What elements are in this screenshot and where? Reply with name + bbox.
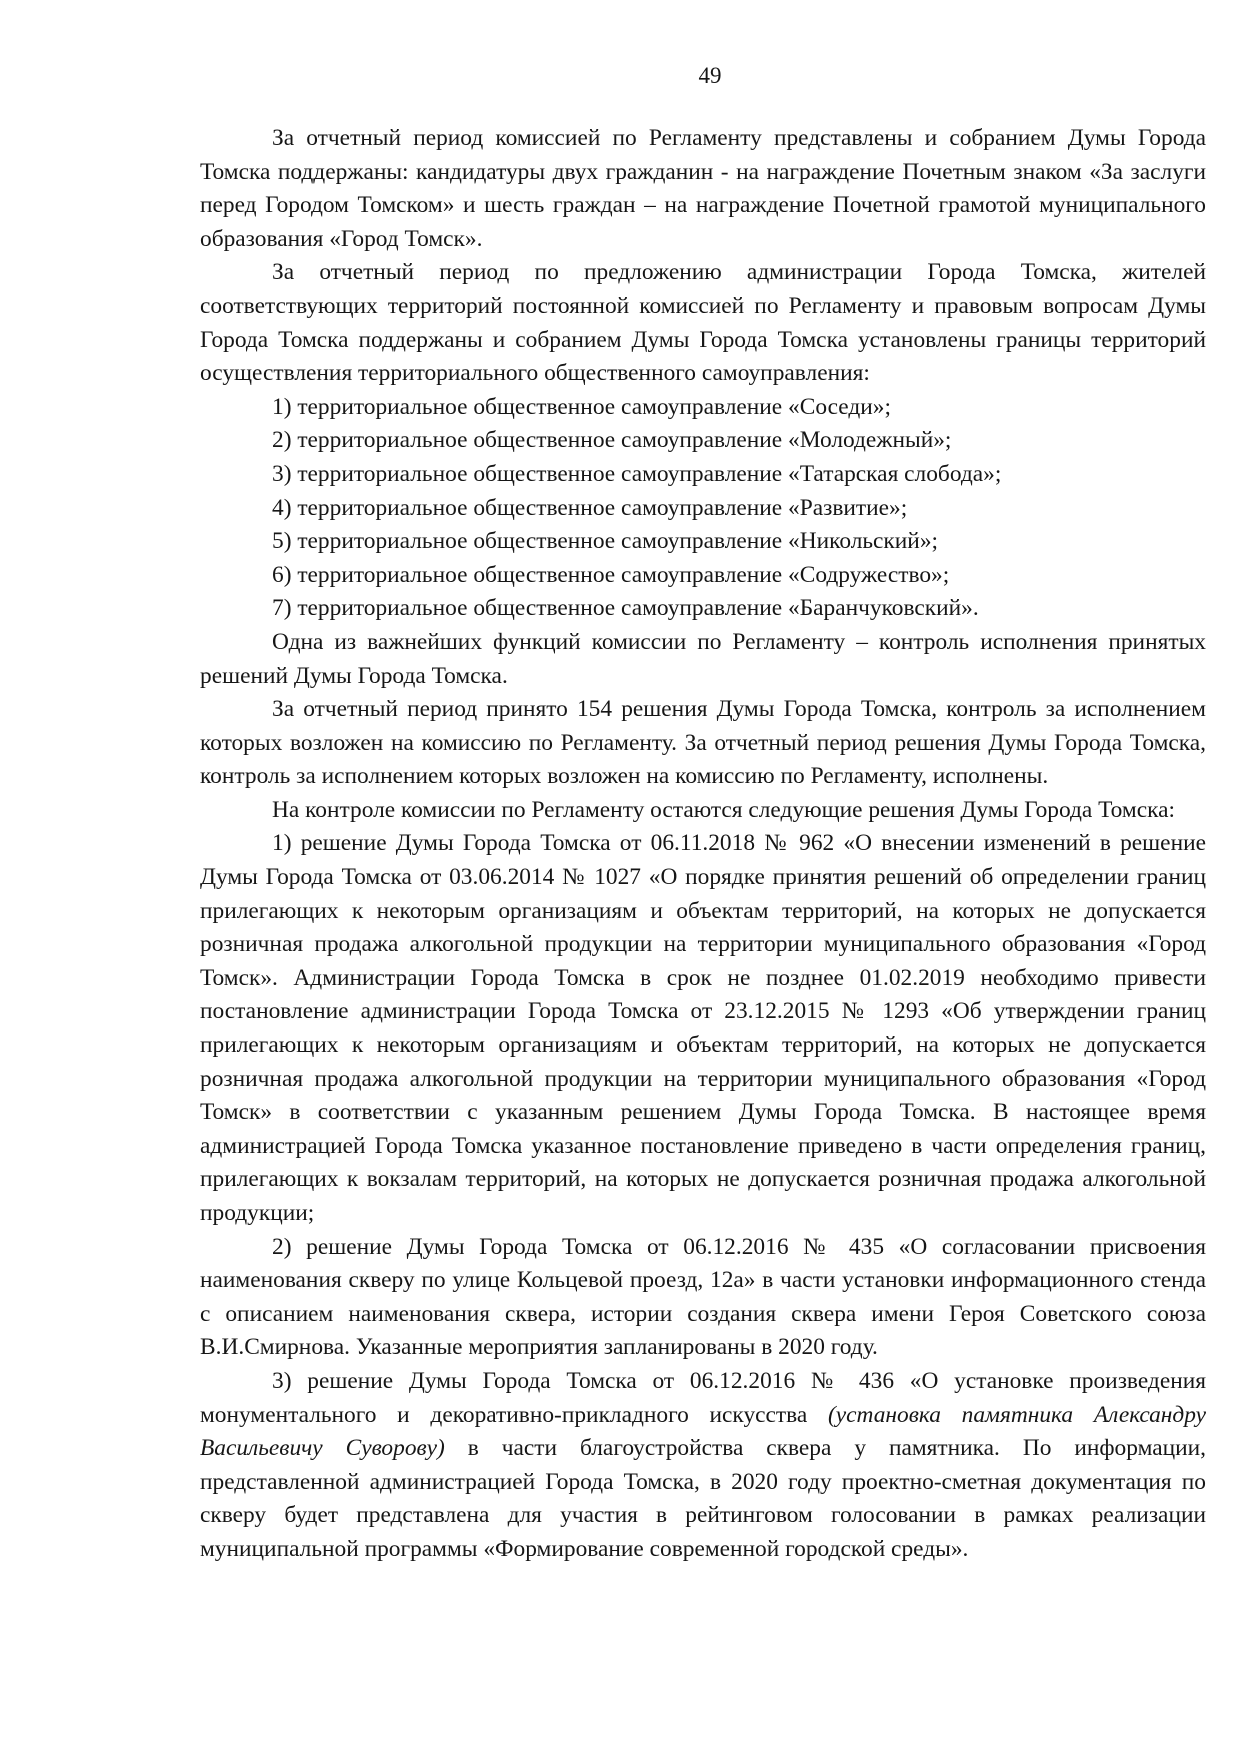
paragraph-remaining-control: На контроле комиссии по Регламенту остаются следующие решения Думы Города Томска: — [272, 796, 1176, 823]
page-number: 49 — [698, 63, 722, 88]
list-item: 6) территориальное общественное самоуправление «Содружество»; — [272, 561, 950, 588]
paragraph-decisions-count: За отчетный период принято 154 решения Думы Города Томска, контроль за исполнением которых возложен на комиссию по Регламенту. За отчетный период решения Думы Города Томска, контроль за исполнением которых возложен на комиссию по Регламенту, исполнены. — [200, 696, 1206, 790]
decision-3-text-end: в части благоустройства сквера у памятника. По информации, представленной администрацией Города Томска, в 2020 году проектно-сметная документация по скверу будет представлена для участия в рейтинговом голосовании в рамках реализации муниципальной программы «Формирование современной городской среды». — [200, 1435, 1206, 1562]
paragraph-tos-boundaries: За отчетный период по предложению администрации Города Томска, жителей соответствующих территорий постоянной комиссией по Регламенту и правовым вопросам Думы Города Томска поддержаны и собранием Думы Города Томска установлены границы территорий осуществления территориального общественного самоуправления: — [200, 259, 1206, 387]
list-item: 3) территориальное общественное самоуправление «Татарская слобода»; — [272, 460, 1002, 487]
decision-item-2: 2) решение Думы Города Томска от 06.12.2016 № 435 «О согласовании присвоения наименования скверу по улице Кольцевой проезд, 12а» в части установки информационного стенда с описанием наименования сквера, истории создания сквера имени Героя Советского союза В.И.Смирнова. Указанные мероприятия запланированы в 2020 году. — [200, 1233, 1206, 1361]
list-item: 5) территориальное общественное самоуправление «Никольский»; — [272, 528, 939, 555]
list-item: 1) территориальное общественное самоуправление «Соседи»; — [272, 393, 891, 420]
list-item: 2) территориальное общественное самоуправление «Молодежный»; — [272, 427, 952, 454]
decision-item-1: 1) решение Думы Города Томска от 06.11.2018 № 962 «О внесении изменений в решение Думы Города Томска от 03.06.2014 № 1027 «О порядке принятия решений об определении границ прилегающих к некоторым организациям и объектам территорий, на которых не допускается розничная продажа алкогольной продукции на территории муниципального образования «Город Томск». Администрации Города Томска в срок не позднее 01.02.2019 необходимо привести постановление администрации Города Томска от 23.12.2015 № 1293 «Об утверждении границ прилегающих к некоторым организациям и объектам территорий, на которых не допускается розничная продажа алкогольной продукции на территории муниципального образования «Город Томск» в соответствии с указанным решением Думы Города Томска. В настоящее время администрацией Города Томска указанное постановление приведено в части определения границ, прилегающих к вокзалам территорий, на которых не допускается розничная продажа алкогольной продукции; — [200, 830, 1206, 1226]
document-body — [200, 122, 1206, 1567]
decision-3-italic-note: (установка памятника Александру Васильевичу Суворову) — [200, 1401, 1206, 1462]
list-item: 4) территориальное общественное самоуправление «Развитие»; — [272, 494, 908, 521]
decision-3-text-start: 3) решение Думы Города Томска от 06.12.2016 № 436 «О установке произведения монументального и декоративно-прикладного искусства — [200, 1367, 1206, 1428]
tos-list — [200, 391, 1206, 626]
paragraph-control-function: Одна из важнейших функций комиссии по Регламенту – контроль исполнения принятых решений Думы Города Томска. — [200, 628, 1206, 689]
list-item: 7) территориальное общественное самоуправление «Баранчуковский». — [272, 595, 979, 622]
paragraph-awards: За отчетный период комиссией по Регламенту представлены и собранием Думы Города Томска поддержаны: кандидатуры двух гражданин - на награждение Почетным знаком «За заслуги перед Городом Томском» и шесть граждан – на награждение Почетной грамотой муниципального образования «Город Томск». — [200, 125, 1206, 252]
decision-item-3 — [200, 1365, 1206, 1567]
